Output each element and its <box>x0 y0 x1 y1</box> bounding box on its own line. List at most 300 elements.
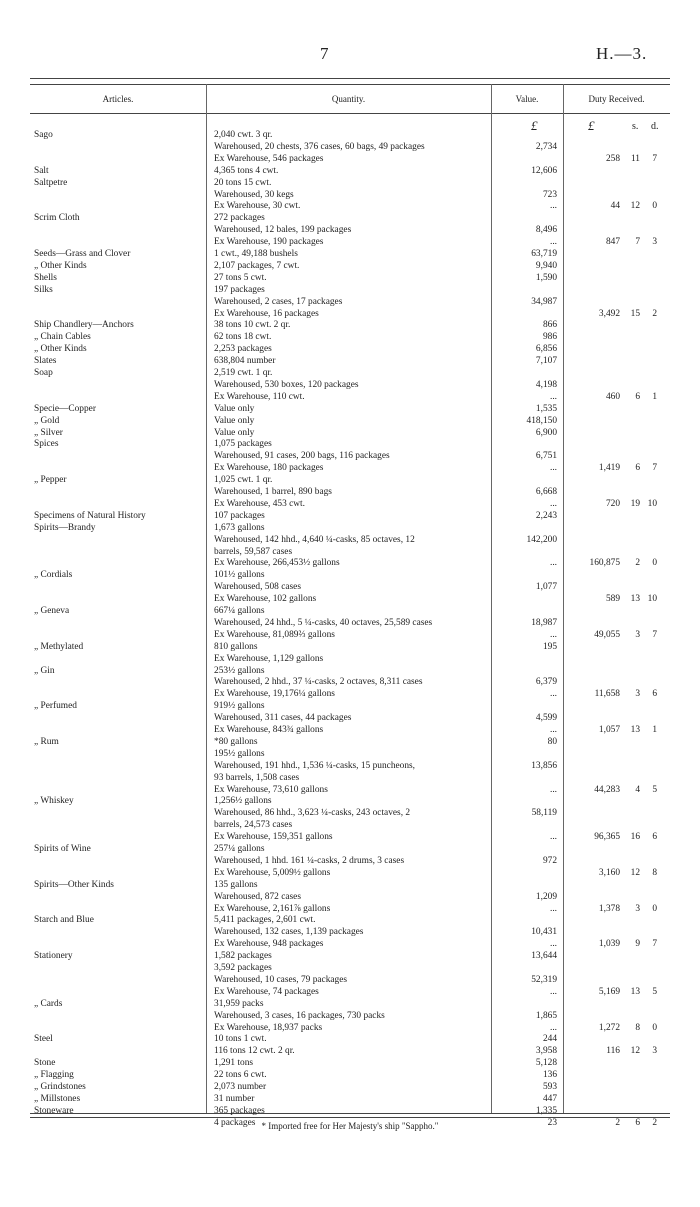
duty-pounds-cell: 589 <box>605 594 620 605</box>
quantity-cell: 1,582 packages <box>214 951 272 962</box>
duty-shillings-cell: 13 <box>630 986 640 997</box>
article-cell: Scrim Cloth <box>34 213 80 224</box>
pence-label: d. <box>651 121 659 132</box>
table-row <box>0 892 700 902</box>
table-row <box>0 832 700 842</box>
table-row <box>0 1106 700 1116</box>
value-cell: ... <box>549 558 557 569</box>
table-top-rule <box>30 84 670 85</box>
quantity-cell: 638,804 number <box>214 356 276 367</box>
table-row <box>0 392 700 402</box>
duty-pounds-cell: 116 <box>606 1046 620 1057</box>
table-row <box>0 701 700 711</box>
value-cell: 58,119 <box>531 808 557 819</box>
value-cell: 8,496 <box>535 225 557 236</box>
article-cell: Spirits—Brandy <box>34 522 96 533</box>
article-cell: „ Silver <box>34 427 63 438</box>
quantity-cell: 22 tons 6 cwt. <box>214 1070 267 1081</box>
duty-shillings-cell: 9 <box>635 939 640 950</box>
quantity-cell: 1,025 cwt. 1 qr. <box>214 475 273 486</box>
duty-pence-cell: 2 <box>652 1117 657 1128</box>
article-cell: Soap <box>34 368 53 378</box>
duty-shillings-cell: 6 <box>635 1117 640 1128</box>
article-cell: Starch and Blue <box>34 915 94 926</box>
article-cell: „ Methylated <box>34 641 84 652</box>
quantity-cell: Warehoused, 3 cases, 16 packages, 730 packs <box>214 1010 385 1021</box>
quantity-cell: Warehoused, 91 cases, 200 bags, 116 packages <box>214 451 390 462</box>
quantity-cell: 2,107 packages, 7 cwt. <box>214 260 300 271</box>
table-row <box>0 630 700 640</box>
duty-pence-cell: 5 <box>652 986 657 997</box>
quantity-cell: 116 tons 12 cwt. 2 qr. <box>214 1046 295 1057</box>
table-row <box>0 808 700 818</box>
article-cell: Salt <box>34 165 49 176</box>
duty-pence-cell: 0 <box>652 558 657 569</box>
quantity-cell: Ex Warehouse, 948 packages <box>214 939 324 950</box>
value-cell: 5,128 <box>535 1058 557 1069</box>
quantity-cell: 2,519 cwt. 1 qr. <box>214 368 273 378</box>
value-cell: 2,734 <box>535 141 557 152</box>
duty-pence-cell: 5 <box>652 784 657 795</box>
table-row <box>0 1046 700 1056</box>
value-cell: 6,751 <box>535 451 557 462</box>
table-row <box>0 785 700 795</box>
article-cell: Shells <box>34 272 57 283</box>
quantity-cell: Warehoused, 530 boxes, 120 packages <box>214 379 359 390</box>
quantity-cell: 2,253 packages <box>214 344 272 355</box>
quantity-cell: 10 tons 1 cwt. <box>214 1034 267 1045</box>
table-row <box>0 190 700 200</box>
value-cell: 418,150 <box>526 415 557 426</box>
article-cell: „ Other Kinds <box>34 344 87 355</box>
duty-pounds-cell: 160,875 <box>589 558 620 569</box>
value-cell: 986 <box>542 332 557 343</box>
table-row <box>0 499 700 509</box>
duty-pence-cell: 10 <box>647 594 657 605</box>
value-cell: 23 <box>547 1117 557 1128</box>
duty-shillings-cell: 12 <box>630 1046 640 1057</box>
quantity-cell: 1,673 gallons <box>214 522 265 533</box>
table-row <box>0 463 700 473</box>
duty-pence-cell: 3 <box>652 1046 657 1057</box>
table-row <box>0 689 700 699</box>
column-header-articles: Articles. <box>102 94 134 104</box>
quantity-cell: 31,959 packs <box>214 998 264 1009</box>
quantity-cell: 62 tons 18 cwt. <box>214 332 272 343</box>
duty-shillings-cell: 4 <box>635 784 640 795</box>
table-row <box>0 416 700 426</box>
quantity-cell: 135 gallons <box>214 879 258 890</box>
duty-shillings-cell: 16 <box>630 832 640 843</box>
quantity-cell: Value only <box>214 403 255 414</box>
value-cell: 1,865 <box>535 1010 557 1021</box>
table-row <box>0 439 700 449</box>
table-row <box>0 582 700 592</box>
shillings-label: s. <box>632 121 639 132</box>
table-row <box>0 677 700 687</box>
value-cell: 6,900 <box>535 427 557 438</box>
table-row <box>0 761 700 771</box>
duty-pounds-cell: 1,039 <box>598 939 620 950</box>
value-cell: ... <box>549 725 557 735</box>
value-cell: ... <box>549 1022 557 1033</box>
quantity-cell: Value only <box>214 415 255 426</box>
value-cell: 9,940 <box>535 260 557 271</box>
table-row <box>0 475 700 485</box>
duty-pence-cell: 0 <box>652 1022 657 1033</box>
article-cell: Saltpetre <box>34 177 68 188</box>
value-cell: ... <box>549 629 557 640</box>
duty-pence-cell: 1 <box>652 391 657 402</box>
duty-pounds-cell: 5,169 <box>598 986 620 997</box>
quantity-cell: Ex Warehouse, 30 cwt. <box>214 201 301 212</box>
article-cell: „ Grindstones <box>34 1082 86 1092</box>
table-row <box>0 666 700 676</box>
quantity-cell: 1 cwt., 49,188 bushels <box>214 249 298 259</box>
value-cell: ... <box>549 986 557 997</box>
column-header-duty: Duty Received. <box>588 94 645 104</box>
quantity-cell: Warehoused, 24 hhd., 5 ¼-casks, 40 octaves, 25,589 cases <box>214 617 433 628</box>
table-row <box>0 654 700 664</box>
table-row <box>0 166 700 176</box>
table-row <box>0 547 700 557</box>
duty-pence-cell: 1 <box>652 725 657 735</box>
duty-pence-cell: 0 <box>652 903 657 914</box>
duty-shillings-cell: 3 <box>635 629 640 640</box>
article-cell: Spices <box>34 439 59 450</box>
top-rule <box>30 78 670 79</box>
quantity-cell: Ex Warehouse, 110 cwt. <box>214 391 305 402</box>
duty-shillings-cell: 6 <box>635 463 640 474</box>
header-bottom-rule <box>30 113 670 114</box>
table-row <box>0 725 700 735</box>
quantity-cell: Warehoused, 10 cases, 79 packages <box>214 974 348 985</box>
quantity-cell: 2,040 cwt. 3 qr. <box>214 130 273 140</box>
value-cell: 723 <box>542 189 557 200</box>
duty-pence-cell: 0 <box>652 201 657 212</box>
value-cell: 1,335 <box>535 1105 557 1116</box>
value-cell: ... <box>549 391 557 402</box>
value-cell: 447 <box>542 1093 557 1104</box>
value-cell: ... <box>549 201 557 212</box>
quantity-cell: 253½ gallons <box>214 665 265 676</box>
table-row <box>0 249 700 259</box>
quantity-cell: Warehoused, 311 cases, 44 packages <box>214 713 352 724</box>
quantity-cell: Ex Warehouse, 16 packages <box>214 308 319 319</box>
table-row <box>0 380 700 390</box>
duty-pounds-cell: 1,057 <box>598 725 620 735</box>
quantity-cell: Ex Warehouse, 843¾ gallons <box>214 725 324 735</box>
value-cell: 593 <box>542 1082 557 1092</box>
duty-pounds-cell: 3,160 <box>598 867 620 878</box>
article-cell: Stoneware <box>34 1105 74 1116</box>
quantity-cell: Ex Warehouse, 546 packages <box>214 153 324 164</box>
duty-shillings-cell: 12 <box>630 867 640 878</box>
quantity-cell: barrels, 24,573 cases <box>214 820 293 831</box>
quantity-cell: Ex Warehouse, 453 cwt. <box>214 498 305 509</box>
duty-pence-cell: 7 <box>652 153 657 164</box>
table-row <box>0 820 700 830</box>
quantity-cell: 31 number <box>214 1093 255 1104</box>
article-cell: Spirits—Other Kinds <box>34 879 114 890</box>
value-pound-sign: £ <box>531 118 538 133</box>
article-cell: „ Geneva <box>34 606 70 616</box>
quantity-cell: 38 tons 10 cwt. 2 qr. <box>214 320 291 331</box>
duty-pounds-cell: 1,378 <box>598 903 620 914</box>
quantity-cell: Ex Warehouse, 81,089⅔ gallons <box>214 629 335 640</box>
duty-pounds-cell: 11,658 <box>594 689 620 700</box>
article-cell: „ Millstones <box>34 1093 81 1104</box>
duty-pounds-cell: 96,365 <box>594 832 620 843</box>
table-row <box>0 213 700 223</box>
table-row <box>0 320 700 330</box>
quantity-cell: Ex Warehouse, 1,129 gallons <box>214 653 324 664</box>
duty-shillings-cell: 6 <box>635 391 640 402</box>
quantity-cell: 107 packages <box>214 510 265 521</box>
table-row <box>0 368 700 378</box>
article-cell: „ Rum <box>34 736 59 747</box>
table-row <box>0 451 700 461</box>
article-cell: Seeds—Grass and Clover <box>34 249 131 259</box>
article-cell: Stone <box>34 1058 56 1069</box>
duty-pence-cell: 6 <box>652 832 657 843</box>
table-row <box>0 130 700 140</box>
quantity-cell: Ex Warehouse, 19,176¼ gallons <box>214 689 335 700</box>
quantity-cell: Ex Warehouse, 180 packages <box>214 463 324 474</box>
table-row <box>0 594 700 604</box>
duty-pounds-cell: 258 <box>605 153 620 164</box>
column-header-value: Value. <box>515 94 539 104</box>
duty-pence-cell: 7 <box>652 463 657 474</box>
quantity-cell: 272 packages <box>214 213 265 224</box>
value-cell: 4,599 <box>535 713 557 724</box>
quantity-cell: Ex Warehouse, 159,351 gallons <box>214 832 333 843</box>
duty-pounds-cell: 847 <box>605 237 620 248</box>
article-cell: „ Flagging <box>34 1070 74 1081</box>
table-row <box>0 963 700 973</box>
quantity-cell: 197 packages <box>214 284 265 295</box>
duty-shillings-cell: 3 <box>635 903 640 914</box>
table-row <box>0 285 700 295</box>
quantity-cell: 810 gallons <box>214 641 258 652</box>
duty-shillings-cell: 8 <box>635 1022 640 1033</box>
table-row <box>0 880 700 890</box>
value-cell: ... <box>549 463 557 474</box>
duty-pounds-cell: 1,419 <box>598 463 620 474</box>
quantity-cell: Warehoused, 30 kegs <box>214 189 294 200</box>
value-cell: ... <box>549 237 557 248</box>
quantity-cell: 3,592 packages <box>214 963 272 973</box>
table-row <box>0 523 700 533</box>
column-header-quantity: Quantity. <box>331 94 366 104</box>
table-row <box>0 773 700 783</box>
quantity-cell: Warehoused, 142 hhd., 4,640 ¼-casks, 85 octaves, 12 <box>214 534 415 545</box>
value-cell: 195 <box>542 641 557 652</box>
table-row <box>0 273 700 283</box>
quantity-cell: 5,411 packages, 2,601 cwt. <box>214 915 316 926</box>
value-cell: 1,077 <box>535 582 557 593</box>
duty-shillings-cell: 3 <box>635 689 640 700</box>
quantity-cell: Warehoused, 872 cases <box>214 891 301 902</box>
quantity-cell: 1,291 tons <box>214 1058 254 1069</box>
table-row <box>0 511 700 521</box>
duty-pounds-cell: 3,492 <box>598 308 620 319</box>
table-row <box>0 999 700 1009</box>
value-cell: ... <box>549 498 557 509</box>
duty-pence-cell: 8 <box>652 867 657 878</box>
duty-pence-cell: 7 <box>652 629 657 640</box>
article-cell: „ Gin <box>34 665 55 676</box>
table-row <box>0 1094 700 1104</box>
table-row <box>0 987 700 997</box>
quantity-cell: Ex Warehouse, 2,161⅞ gallons <box>214 903 331 914</box>
duty-pounds-cell: 460 <box>605 391 620 402</box>
value-cell: 4,198 <box>535 379 557 390</box>
duty-pounds-cell: 1,272 <box>598 1022 620 1033</box>
value-cell: 18,987 <box>531 617 557 628</box>
quantity-cell: Warehoused, 508 cases <box>214 582 301 593</box>
article-cell: Silks <box>34 284 53 295</box>
value-cell: 13,856 <box>531 760 557 771</box>
table-row <box>0 309 700 319</box>
article-cell: „ Cordials <box>34 570 73 581</box>
page-number: 7 <box>320 44 329 63</box>
quantity-cell: Warehoused, 191 hhd., 1,536 ¼-casks, 15 puncheons, <box>214 760 416 771</box>
quantity-cell: Warehoused, 20 chests, 376 cases, 60 bags, 49 packages <box>214 141 425 152</box>
duty-shillings-cell: 7 <box>635 237 640 248</box>
value-cell: 972 <box>542 855 557 866</box>
table-row <box>0 844 700 854</box>
value-cell: 6,379 <box>535 677 557 688</box>
quantity-cell: Warehoused, 1 barrel, 890 bags <box>214 487 332 497</box>
value-cell: 63,719 <box>531 249 557 259</box>
footnote: * Imported free for Her Majesty's ship "Sappho." <box>261 1121 439 1131</box>
quantity-cell: 1,075 packages <box>214 439 272 450</box>
value-cell: 3,958 <box>535 1046 557 1057</box>
table-row <box>0 237 700 247</box>
table-row <box>0 297 700 307</box>
table-row <box>0 1023 700 1033</box>
article-cell: „ Cards <box>34 998 63 1009</box>
table-row <box>0 487 700 497</box>
article-cell: „ Other Kinds <box>34 260 87 271</box>
table-row <box>0 535 700 545</box>
table-row <box>0 428 700 438</box>
quantity-cell: Ex Warehouse, 5,009½ gallons <box>214 867 331 878</box>
duty-pounds-cell: 720 <box>605 498 620 509</box>
article-cell: Steel <box>34 1034 53 1045</box>
table-row <box>0 201 700 211</box>
quantity-cell: 20 tons 15 cwt. <box>214 177 272 188</box>
value-cell: 6,856 <box>535 344 557 355</box>
quantity-cell: 919½ gallons <box>214 701 265 712</box>
table-row <box>0 713 700 723</box>
quantity-cell: 195½ gallons <box>214 748 265 759</box>
table-row <box>0 1058 700 1068</box>
table-row <box>0 404 700 414</box>
quantity-cell: 1,256½ gallons <box>214 796 272 807</box>
value-cell: 1,209 <box>535 891 557 902</box>
value-cell: 12,606 <box>531 165 557 176</box>
table-row <box>0 951 700 961</box>
article-cell: „ Chain Cables <box>34 332 91 343</box>
quantity-cell: 257¼ gallons <box>214 844 265 854</box>
quantity-cell: 2,073 number <box>214 1082 267 1092</box>
quantity-cell: Value only <box>214 427 255 438</box>
duty-pounds-cell: 2 <box>615 1117 620 1128</box>
article-cell: Stationery <box>34 951 73 962</box>
value-cell: 80 <box>547 736 557 747</box>
value-cell: 136 <box>542 1070 557 1081</box>
table-row <box>0 915 700 925</box>
duty-shillings-cell: 19 <box>630 498 640 509</box>
table-row <box>0 332 700 342</box>
quantity-cell: Warehoused, 86 hhd., 3,623 ¼-casks, 243 octaves, 2 <box>214 808 411 819</box>
table-row <box>0 1011 700 1021</box>
table-row <box>0 154 700 164</box>
value-cell: 13,644 <box>531 951 557 962</box>
table-row <box>0 1082 700 1092</box>
value-cell: 6,668 <box>535 487 557 497</box>
duty-pence-cell: 2 <box>652 308 657 319</box>
article-cell: Slates <box>34 356 57 367</box>
table-row <box>0 796 700 806</box>
quantity-cell: 101½ gallons <box>214 570 265 581</box>
article-cell: „ Gold <box>34 415 60 426</box>
table-row <box>0 904 700 914</box>
quantity-cell: Warehoused, 132 cases, 1,139 packages <box>214 927 364 938</box>
duty-pounds-cell: 49,055 <box>594 629 620 640</box>
quantity-cell: 667¼ gallons <box>214 606 265 616</box>
table-row <box>0 261 700 271</box>
article-cell: Specimens of Natural History <box>34 510 146 521</box>
quantity-cell: Warehoused, 1 hhd. 161 ¼-casks, 2 drums, 3 cases <box>214 855 405 866</box>
duty-pence-cell: 10 <box>647 498 657 509</box>
value-cell: ... <box>549 832 557 843</box>
table-row <box>0 975 700 985</box>
article-cell: Sago <box>34 130 53 140</box>
duty-shillings-cell: 2 <box>635 558 640 569</box>
quantity-cell: Ex Warehouse, 74 packages <box>214 986 319 997</box>
quantity-cell: Ex Warehouse, 190 packages <box>214 237 324 248</box>
duty-shillings-cell: 15 <box>630 308 640 319</box>
duty-pence-cell: 3 <box>652 237 657 248</box>
duty-pound-sign: £ <box>588 118 595 133</box>
table-row <box>0 927 700 937</box>
table-row <box>0 737 700 747</box>
quantity-cell: 4 packages <box>214 1117 256 1128</box>
table-row <box>0 856 700 866</box>
quantity-cell: Ex Warehouse, 102 gallons <box>214 594 317 605</box>
duty-shillings-cell: 11 <box>630 153 640 164</box>
duty-shillings-cell: 13 <box>630 594 640 605</box>
table-row <box>0 642 700 652</box>
duty-pence-cell: 6 <box>652 689 657 700</box>
table-row <box>0 1070 700 1080</box>
duty-shillings-cell: 12 <box>630 201 640 212</box>
duty-pounds-cell: 44 <box>610 201 620 212</box>
quantity-cell: Ex Warehouse, 73,610 gallons <box>214 784 328 795</box>
quantity-cell: *80 gallons <box>214 736 258 747</box>
table-row <box>0 868 700 878</box>
table-row <box>0 939 700 949</box>
duty-pounds-cell: 44,283 <box>594 784 620 795</box>
table-row <box>0 178 700 188</box>
quantity-cell: 27 tons 5 cwt. <box>214 272 267 283</box>
article-cell: „ Perfumed <box>34 701 77 712</box>
table-row <box>0 225 700 235</box>
value-cell: ... <box>549 903 557 914</box>
